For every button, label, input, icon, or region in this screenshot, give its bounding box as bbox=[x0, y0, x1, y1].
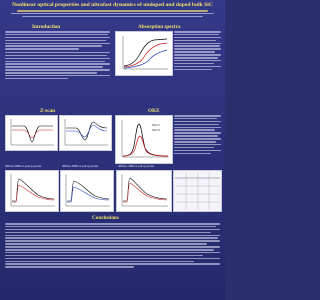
pump-probe-caption-1: 400nm-800nm pump-probe bbox=[5, 164, 42, 168]
fit-parameter-table bbox=[173, 170, 222, 212]
absorption-curve-1 bbox=[124, 39, 167, 66]
pump-probe-1-curve-2 bbox=[12, 185, 54, 202]
absorption-curve-3 bbox=[124, 50, 167, 68]
oke-legend-2: SiC:N bbox=[152, 128, 160, 132]
zscan-curve-2 bbox=[12, 130, 53, 138]
pump-probe-1-curve-1 bbox=[12, 179, 54, 201]
conclusions-text bbox=[5, 223, 220, 269]
zscan-heading: Z-scan bbox=[40, 108, 55, 114]
pump-probe-figure-1 bbox=[5, 170, 59, 212]
author-affiliation-block bbox=[6, 10, 219, 20]
pump-probe-caption-3: 400nm-400nm pump-probe bbox=[118, 164, 155, 168]
absorption-curve-2 bbox=[124, 43, 167, 67]
pump-probe-2-curve-2 bbox=[67, 187, 109, 202]
oke-curve-1 bbox=[123, 124, 168, 156]
absorption-heading: Absorption spectra bbox=[138, 24, 181, 30]
oke-curve-2 bbox=[123, 136, 168, 156]
zscan-figure-right bbox=[59, 115, 112, 151]
oke-legend-1: SiC:V bbox=[152, 123, 160, 127]
oke-figure bbox=[115, 115, 173, 164]
introduction-text bbox=[5, 31, 110, 81]
pump-probe-3-curve-1 bbox=[123, 178, 167, 201]
pump-probe-figure-2 bbox=[60, 170, 114, 212]
pump-probe-figure-3 bbox=[116, 170, 172, 212]
poster-title: Nonlinear optical properties and ultrafast dynamics of undoped and doped bulk SiC bbox=[12, 2, 213, 8]
absorption-text bbox=[174, 31, 221, 71]
pump-probe-2-curve-1 bbox=[67, 181, 109, 201]
oke-text bbox=[174, 115, 221, 155]
conclusions-heading: Conclusions bbox=[92, 215, 119, 221]
oke-heading: OKE bbox=[148, 108, 160, 114]
introduction-heading: Introduction bbox=[32, 24, 61, 30]
absorption-spectra-figure bbox=[115, 31, 173, 76]
pump-probe-caption-2: 400nm-800nm pump-probe bbox=[62, 164, 99, 168]
zscan-figure-left bbox=[5, 115, 58, 151]
zscan-curve-1 bbox=[12, 126, 53, 142]
